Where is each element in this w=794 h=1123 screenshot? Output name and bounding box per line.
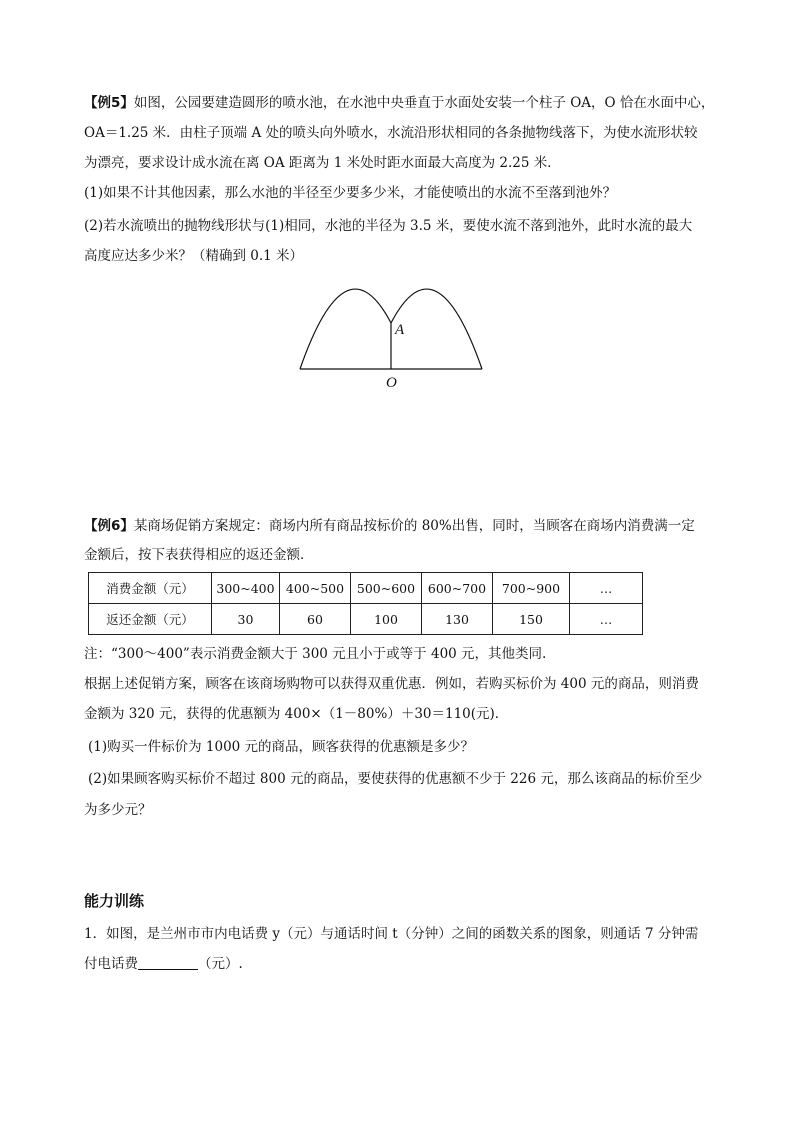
table-cell: 300~400 [212,573,280,604]
example6-line2: 金额后，按下表获得相应的返还金额． [84,547,314,563]
table-cell: 400~500 [280,573,351,604]
table-row [89,573,643,604]
table-cell: 600~700 [422,573,493,604]
example6-note: 注：“300～400”表示消费金额大于 300 元且小于或等于 400 元，其他类同. [84,646,547,662]
example5-question1: (1)如果不计其他因素，那么水池的半径至少要多少米，才能使喷出的水流不至落到池外？ [84,185,617,201]
example5-question2a: (2)若水流喷出的抛物线形状与(1)相同，水池的半径为 3.5 米，要使水流不落到池外，此时水流的最大 [84,218,693,234]
example6-line1: 【例6】某商场促销方案规定：商场内所有商品按标价的 80%出售，同时，当顾客在商场内消费满一定 [84,518,695,534]
table-cell: 60 [280,604,351,635]
example5-label: 【例5】 [84,95,134,111]
fountain-figure [295,282,495,396]
example5-line3: 为漂亮，要求设计成水流在离 OA 距离为 1 米处时距水面最大高度为 2.25 米． [84,155,561,171]
table-cell: 返还金额（元） [89,604,212,635]
example6-para2: 金额为 320 元，获得的优惠额为 400×（1－80%）＋30＝110(元)． [84,706,509,722]
example6-question1: (1)购买一件标价为 1000 元的商品，顾客获得的优惠额是多少？ [88,739,475,755]
left-parabola [300,289,391,369]
table-cell: 30 [212,604,280,635]
table-cell: … [570,604,643,635]
rebate-table [88,572,643,635]
exercise1-line2: 付电话费 （元）. [84,956,243,972]
example5-question2b: 高度应达多少米？（精确到 0.1 米） [84,248,304,264]
table-cell: 130 [422,604,493,635]
table-cell: 500~600 [351,573,422,604]
label-A: A [395,322,405,338]
example6-para1: 根据上述促销方案，顾客在该商场购物可以获得双重优惠．例如，若购买标价为 400 元的商品，则消费 [84,676,699,692]
example5-line2: OA＝1.25 米．由柱子顶端 A 处的喷头向外喷水，水流沿形状相同的各条抛物线落下，为使水流形状较 [84,125,698,141]
table-cell: 100 [351,604,422,635]
table-cell: 700~900 [493,573,570,604]
right-parabola [391,289,482,369]
example6-question2a: (2)如果顾客购买标价不超过 800 元的商品，要使获得的优惠额不少于 226 元，那么该商品的标价至少 [88,771,703,787]
label-O: O [386,375,397,391]
table-row [89,604,643,635]
example6-label: 【例6】 [84,518,134,534]
example6-question2b: 为多少元？ [84,802,152,818]
answer-blank [138,955,198,970]
table-cell: 150 [493,604,570,635]
exercise1-line1: 1．如图，是兰州市市内电话费 y（元）与通话时间 t（分钟）之间的函数关系的图象，则通话 7 分钟需 [84,926,699,942]
section-title: 能力训练 [84,892,145,910]
example5-line1: 【例5】如图，公园要建造圆形的喷水池，在水池中央垂直于水面处安装一个柱子 OA，O 恰在水面中心， [84,95,715,111]
table-cell: 消费金额（元） [89,573,212,604]
table-cell: … [570,573,643,604]
